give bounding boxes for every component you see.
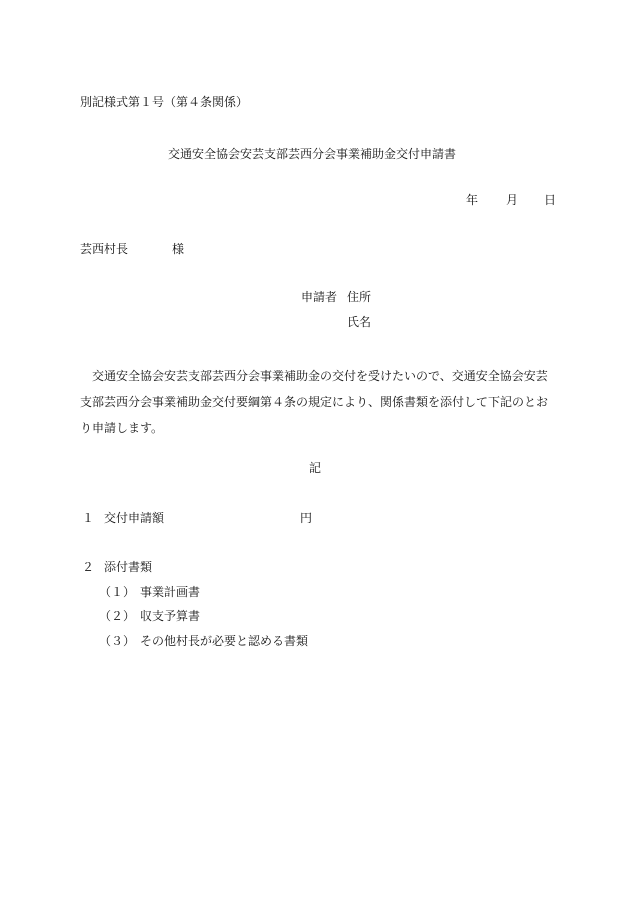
date-year-label: 年 [466,193,479,207]
ki-heading: 記 [309,461,322,475]
application-body [80,363,554,441]
date-day-label: 日 [544,193,557,207]
sub-item-number: （１） [99,585,136,599]
applicant-label: 申請者 [301,290,338,304]
item-number: １ [82,511,95,525]
sub-item-label: その他村長が必要と認める書類 [140,634,309,648]
form-number: 別記様式第１号（第４条関係） [80,95,249,109]
item-label-application-amount: 交付申請額 [104,511,165,525]
sub-item-number: （２） [99,609,136,623]
applicant-name-label: 氏名 [347,315,372,329]
item-label-attachments: 添付書類 [104,560,153,574]
sub-item-number: （３） [99,634,136,648]
date-line [466,194,556,206]
sub-item-label: 事業計画書 [140,585,201,599]
addressee-name: 芸西村長 [80,242,129,256]
document-title: 交通安全協会安芸支部芸西分会事業補助金交付申請書 [168,147,457,161]
application-body-paragraph: 交通安全協会安芸支部芸西分会事業補助金の交付を受けたいので、交通安全協会安芸支部芸西分会事業補助金交付要綱第４条の規定により、関係書類を添付して下記のとおり申請します。 [80,369,549,435]
date-month-label: 月 [506,193,519,207]
sub-item-label: 収支予算書 [140,609,201,623]
amount-unit: 円 [300,511,313,525]
addressee-honorific: 様 [172,242,185,256]
item-number: ２ [82,560,95,574]
addressee [80,243,184,255]
applicant-address-label: 住所 [347,290,372,304]
